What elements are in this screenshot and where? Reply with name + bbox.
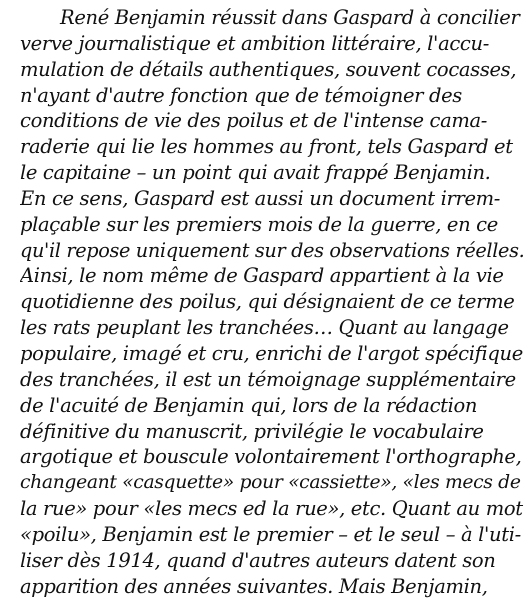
text-line: liser dès 1914, quand d'autres auteurs datent son	[20, 548, 496, 572]
text-line: Ainsi, le nom même de Gaspard appartient à la vie	[20, 264, 504, 288]
body-paragraph	[20, 5, 525, 599]
text-line: populaire, imagé et cru, enrichi de l'argot spécifique	[20, 341, 523, 365]
text-line: quotidienne des poilus, qui désignaient de ce terme	[20, 290, 515, 314]
text-line: René Benjamin réussit dans Gaspard à concilier	[60, 6, 520, 29]
text-line: définitive du manuscrit, privilégie le vocabulaire	[20, 419, 484, 443]
text-line: le capitaine – un point qui avait frappé Benjamin.	[20, 161, 491, 185]
text-line: «poilu», Benjamin est le premier – et le seul – à l'uti-	[20, 522, 521, 546]
text-line: qu'il repose uniquement sur des observations réelles.	[20, 238, 525, 262]
text-line: verve journalistique et ambition littéraire, l'accu-	[20, 31, 489, 55]
text-line: mulation de détails authentiques, souvent cocasses,	[20, 57, 517, 81]
text-line: des tranchées, il est un témoignage supplémentaire	[20, 367, 516, 391]
text-line: n'ayant d'autre fonction que de témoigner des	[20, 83, 462, 107]
text-line: la rue» pour «les mecs ed la rue», etc. Quant au mot	[20, 497, 523, 521]
text-line: de l'acuité de Benjamin qui, lors de la rédaction	[20, 393, 478, 417]
text-line: En ce sens, Gaspard est aussi un document irrem-	[20, 186, 501, 210]
text-line: argotique et bouscule volontairement l'orthographe,	[20, 445, 522, 469]
text-line: raderie qui lie les hommes au front, tels Gaspard et	[20, 135, 513, 159]
text-line: changeant «casquette» pour «cassiette», «les mecs de	[20, 472, 521, 494]
text-line: les rats peuplant les tranchées… Quant au langage	[20, 316, 509, 340]
text-line: conditions de vie des poilus et de l'intense cama-	[20, 109, 488, 133]
text-line: apparition des années suivantes. Mais Benjamin,	[20, 574, 488, 598]
text-line: plaçable sur les premiers mois de la guerre, en ce	[20, 212, 498, 236]
